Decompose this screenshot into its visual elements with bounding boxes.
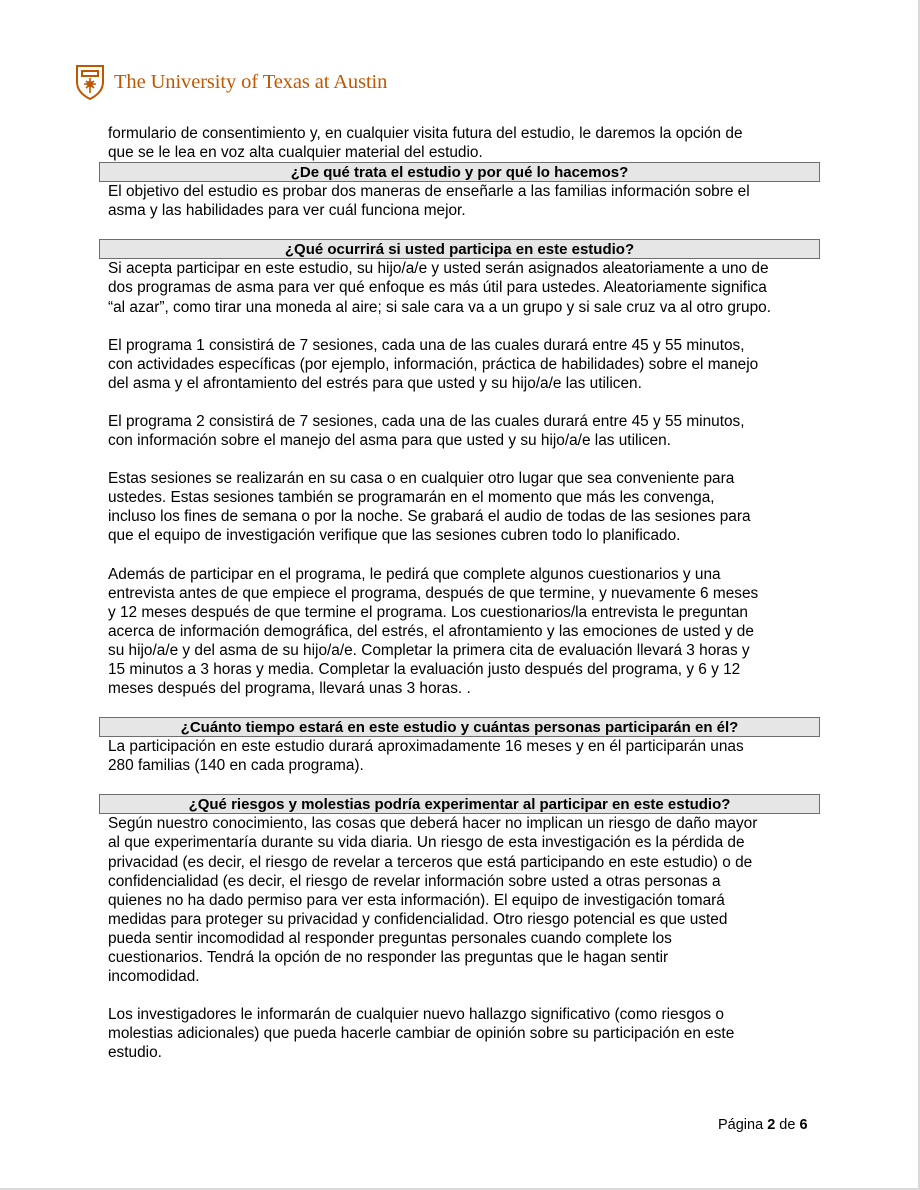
paragraph-spacer — [99, 546, 820, 565]
university-logo — [75, 64, 387, 100]
current-page: 2 — [767, 1117, 776, 1133]
document-body — [99, 124, 820, 1062]
section-paragraph: La participación en este estudio durará aproximadamente 16 meses y en él participarán unas 280 familias (140 en cada programa). — [108, 738, 744, 775]
tower-seal-icon — [75, 64, 105, 100]
section-paragraph: Además de participar en el programa, le pedirá que complete algunos cuestionarios y una entrevista antes de que empiece el programa, después de que termine, y nuevamente 6 meses y 12 meses después de que termine el programa. Los cuestionarios/la entrevista le preguntan acerca de información demográfica, del estrés, el afrontamiento y las emociones de usted y de su hijo/a/e y del asma de su hijo/a/e. Completar la primera cita de evaluación llevará 3 horas y 15 minutos a 3 horas y media. Completar la evaluación justo después del programa, y 6 y 12 meses después del programa, llevará unas 3 horas. . — [108, 565, 759, 698]
intro-paragraph: formulario de consentimiento y, en cualquier visita futura del estudio, le daremos la opción de que se le lea en voz alta cualquier material del estudio. — [108, 125, 743, 162]
paragraph-spacer — [99, 317, 820, 336]
paragraph-spacer — [99, 775, 820, 794]
section-paragraph: Estas sesiones se realizarán en su casa o en cualquier otro lugar que sea conveniente para ustedes. Estas sesiones también se programarán en el momento que más les convenga, incluso los fines de semana o por la noche. Se grabará el audio de todas de las sesiones para que el equipo de investigación verifique que las sesiones cubren todo lo planificado. — [108, 470, 751, 545]
page-number — [718, 1117, 808, 1133]
paragraph-spacer — [99, 698, 820, 717]
page-label: Página — [718, 1117, 764, 1133]
section-paragraph: Los investigadores le informarán de cualquier nuevo hallazgo significativo (como riesgos o molestias adicionales) que pueda hacerle cambiar de opinión sobre su participación en este estudio. — [108, 1006, 735, 1062]
section-paragraph: El objetivo del estudio es probar dos maneras de enseñarle a las familias información sobre el asma y las habilidades para ver cuál funciona mejor. — [108, 183, 750, 220]
section-heading: ¿Qué riesgos y molestias podría experimentar al participar en este estudio? — [99, 794, 820, 814]
total-pages: 6 — [799, 1117, 808, 1133]
section-heading: ¿Qué ocurrirá si usted participa en este estudio? — [99, 239, 820, 259]
section-paragraph: El programa 2 consistirá de 7 sesiones, cada una de las cuales durará entre 45 y 55 minutos, con información sobre el manejo del asma para que usted y su hijo/a/e las utilicen. — [108, 412, 745, 450]
section-heading: ¿De qué trata el estudio y por qué lo hacemos? — [99, 162, 820, 182]
section-paragraph: El programa 1 consistirá de 7 sesiones, cada una de las cuales durará entre 45 y 55 minutos, con actividades específicas (por ejemplo, información, práctica de habilidades) sobre el manejo del asma y el afrontamiento del estrés para que usted y su hijo/a/e las utilicen. — [108, 336, 759, 392]
section-paragraph: Si acepta participar en este estudio, su hijo/a/e y usted serán asignados aleatoriamente a uno de dos programas de asma para ver qué enfoque es más útil para ustedes. Aleatoriamente significa “al azar”, como tirar una moneda al aire; si sale cara va a un grupo y si sale cruz va al otro grupo. — [108, 260, 771, 316]
institution-name: The University of Texas at Austin — [114, 70, 388, 93]
paragraph-spacer — [99, 220, 820, 239]
paragraph-spacer — [99, 450, 820, 469]
section-heading: ¿Cuánto tiempo estará en este estudio y cuántas personas participarán en él? — [99, 717, 820, 737]
paragraph-spacer — [99, 986, 820, 1005]
section-paragraph: Según nuestro conocimiento, las cosas que deberá hacer no implican un riesgo de daño mayor al que experimentaría durante su vida diaria. Un riesgo de esta investigación es la pérdida de privacidad (es decir, el riesgo de revelar a terceros que está participando en este estudio) o de confidencialidad (es decir, el riesgo de revelar información sobre usted a otras personas a quienes no ha dado permiso para ver esta información). El equipo de investigación tomará medidas para proteger su privacidad y confidencialidad. Otro riesgo potencial es que usted pueda sentir incomodidad al responder preguntas personales cuando complete los cuestionarios. Tendrá la opción de no responder las preguntas que le hagan sentir incomodidad. — [108, 815, 758, 986]
of-label: de — [779, 1117, 796, 1133]
paragraph-spacer — [99, 393, 820, 412]
